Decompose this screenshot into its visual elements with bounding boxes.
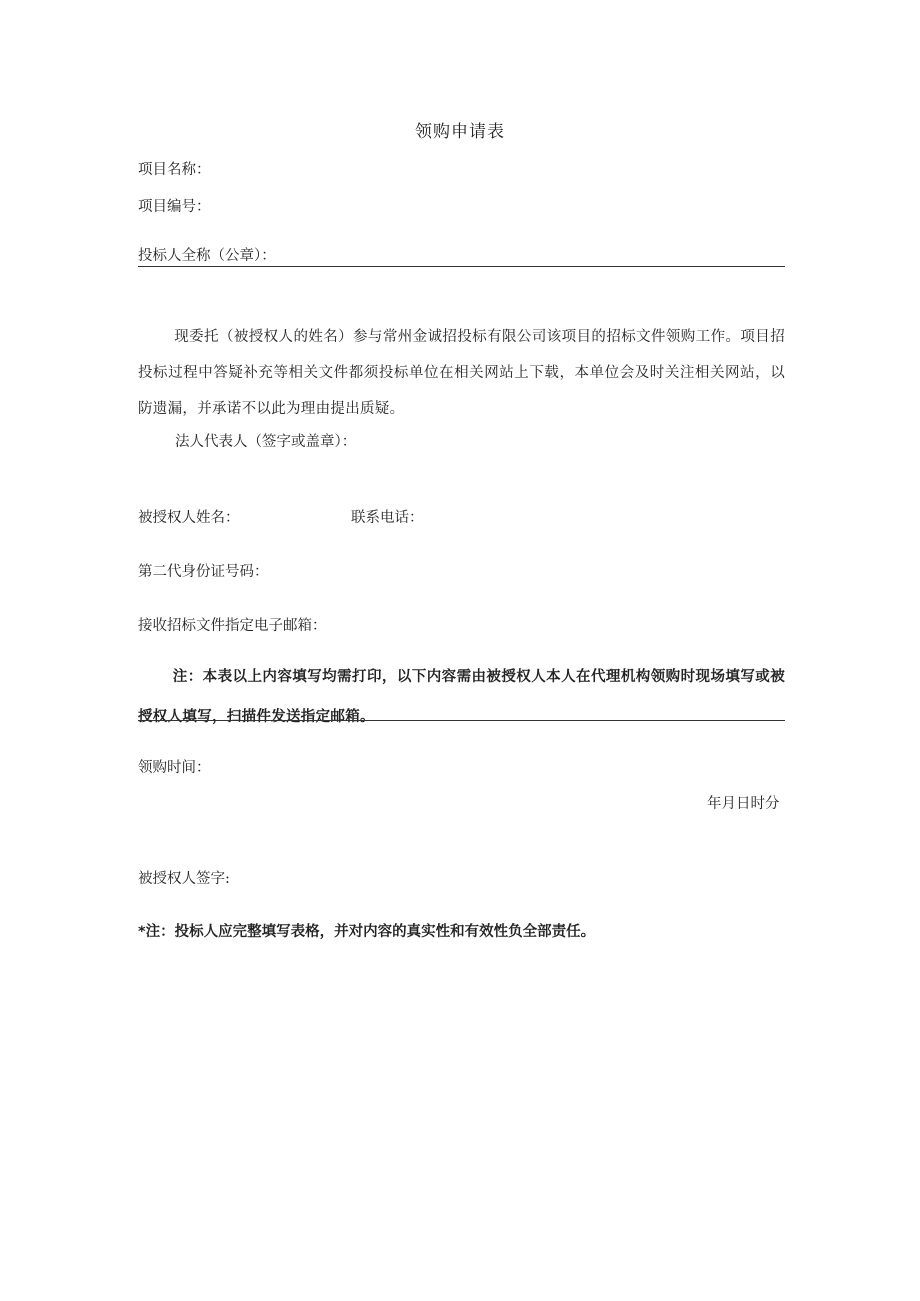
authorized-person-name-label: 被授权人姓名： [138, 510, 240, 526]
project-name-label: 项目名称： [138, 162, 211, 178]
authorization-paragraph: 现委托（被授权人的姓名）参与常州金诚招投标有限公司该项目的招标文件领购工作。项目招投标过程中答疑补充等相关文件都须投标单位在相关网站上下载，本单位会及时关注相关网站，以防遗漏，并承诺不以此为理由提出质疑。 [138, 329, 785, 417]
footer-note: *注：投标人应完整填写表格，并对内容的真实性和有效性负全部责任。 [138, 924, 596, 940]
print-note: 注：本表以上内容填写均需打印，以下内容需由被授权人本人在代理机构领购时现场填写或被授权人填写，扫描件发送指定邮箱。 [138, 669, 785, 725]
form-title: 领购申请表 [415, 122, 505, 142]
legal-representative-label: 法人代表人（签字或盖章）： [175, 434, 357, 450]
bidder-name-label: 投标人全称（公章）： [138, 248, 276, 264]
project-number-label: 项目编号： [138, 199, 211, 215]
bidder-name-underline [138, 266, 785, 267]
note-underline [138, 720, 785, 721]
date-time-format: 年月日时分 [707, 796, 780, 812]
signature-label: 被授权人签字: [138, 871, 230, 887]
id-card-number-label: 第二代身份证号码： [138, 564, 269, 580]
purchase-time-label: 领购时间： [138, 760, 211, 776]
email-label: 接收招标文件指定电子邮箱： [138, 618, 327, 634]
contact-phone-label: 联系电话： [351, 510, 424, 526]
